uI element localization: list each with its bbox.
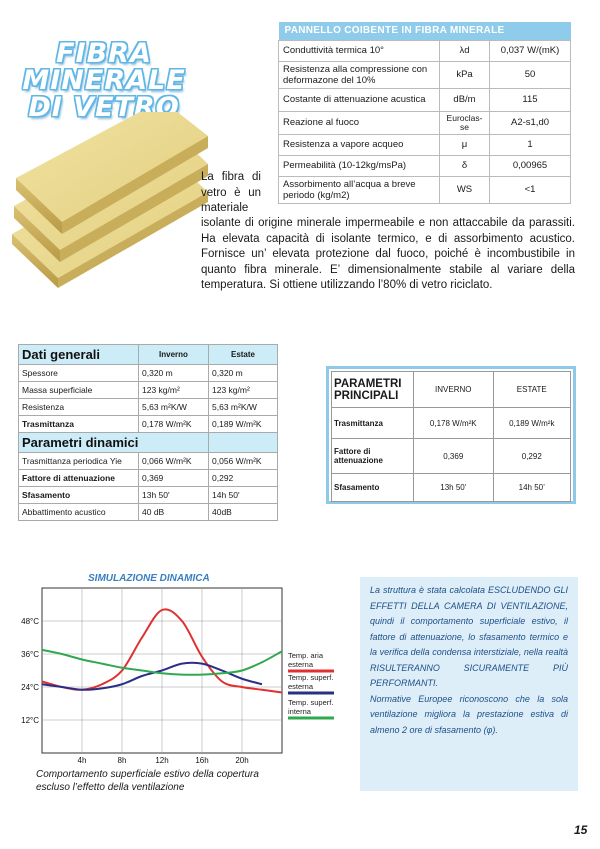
page-title xyxy=(14,40,194,121)
title-line-2: MINERALE xyxy=(22,65,186,96)
main-parameters-table: PARAMETRI PRINCIPALI INVERNO ESTATE Trasmittanza 0,178 W/m²K 0,189 W/m²k Fattore di attenuazione 0,369 0,292 Sfasamento 13h 50' 14h 50’ xyxy=(331,371,571,502)
y-tick-label: 48°C xyxy=(21,617,39,626)
table-row: Resistenza alla compressione con deformazone del 10% kPa 50 xyxy=(279,61,571,88)
table-row: Trasmittanza 0,178 W/m²K 0,189 W/m²k xyxy=(332,408,571,439)
table-row: Conduttività termica 10° λd 0,037 W/(mK) xyxy=(279,40,571,61)
table-row: Resistenza 5,63 m²K/W 5,63 m²K/W xyxy=(19,399,278,416)
table-row: Resistenza a vapore acqueo μ 1 xyxy=(279,134,571,155)
note-paragraph-1: La struttura è stata calcolata ESCLUDENDO GLI EFFETTI DELLA CAMERA DI VENTILAZIONE, quindi il comportamento superficiale estivo, il fattore di attenuazione, lo sfasamento termico e la verifica della condensa interstiziale, nella realtà RISULTERANNO SICURAMENTE PIÙ PERFORMANTI. xyxy=(370,585,568,688)
table-row: Sfasamento 13h 50' 14h 50’ xyxy=(332,474,571,502)
x-tick-label: 16h xyxy=(195,756,209,765)
table-row: Assorbimento all’acqua a breve periodo (kg/m2) WS <1 xyxy=(279,176,571,203)
intro-text-side: La fibra di vetro è un materiale xyxy=(201,171,261,214)
main-parameters-title: PARAMETRI PRINCIPALI xyxy=(332,372,414,408)
table-row: Reazione al fuoco Euroclas-se A2-s1,d0 xyxy=(279,111,571,134)
dynamic-params-title: Parametri dinamici xyxy=(19,433,209,453)
table-row: Spessore 0,320 m 0,320 m xyxy=(19,365,278,382)
legend-label: Temp. superf. interna xyxy=(288,698,334,716)
table-row: Trasmittanza periodica Yie 0,066 W/m²K 0,056 W/m²K xyxy=(19,453,278,470)
dynamic-simulation-chart xyxy=(10,583,355,768)
y-tick-label: 24°C xyxy=(21,683,39,692)
table-row: Permeabilità (10-12kg/msPa) δ 0,00965 xyxy=(279,155,571,176)
main-parameters-box xyxy=(326,366,576,504)
chart-caption: Comportamento superficiale estivo della copertura escluso l’effetto della ventilazione xyxy=(36,769,259,793)
general-data-table: Dati generali Inverno Estate Spessore 0,320 m 0,320 m Massa superficiale 123 kg/m² 123 kg/m² Resistenza 5,63 m²K/W 5,63 m²K/W Trasmittanza 0,178 W/m²K 0,189 W/m²K Parametri dinamici Trasmittanza periodica Yie 0,066 W/m²K 0,056 W/m²K Fattore di attenuazione 0,369 0,292 Sfasamento 13h 50' 14h 50' Abbattimento acustico 40 dB 40dB xyxy=(18,344,278,521)
x-tick-label: 4h xyxy=(77,756,87,765)
intro-text-main: isolante di origine minerale impermeabile e non attaccabile da parassiti. Ha elevata capacità di isolante termico, e di assorbimento acustico. Fornisce un’ elevata protezione dal fuoco, poiché è incombustibile in quanto fibra minerale. E’ dimensionalmente stabile al variare della temperatura. Si ottiene utilizzando l’80% di vetro riciclato. xyxy=(201,217,575,291)
legend-label: Temp. aria esterna xyxy=(288,651,324,669)
x-tick-label: 20h xyxy=(235,756,249,765)
properties-table-header: PANNELLO COIBENTE IN FIBRA MINERALE xyxy=(279,22,571,40)
table-row: Fattore di attenuazione 0,369 0,292 xyxy=(332,439,571,474)
general-data-title: Dati generali xyxy=(19,345,139,365)
page-number: 15 xyxy=(574,823,588,837)
title-line-3: DI VETRO xyxy=(28,92,180,123)
table-row: Costante di attenuazione acustica dB/m 115 xyxy=(279,88,571,111)
table-row: Abbattimento acustico 40 dB 40dB xyxy=(19,504,278,521)
table-row: Sfasamento 13h 50' 14h 50' xyxy=(19,487,278,504)
y-tick-label: 12°C xyxy=(21,716,39,725)
properties-table xyxy=(278,22,571,204)
fiberglass-panels-image xyxy=(12,112,208,288)
legend-label: Temp. superf. esterna xyxy=(288,673,334,691)
x-tick-label: 12h xyxy=(155,756,169,765)
table-row: Massa superficiale 123 kg/m² 123 kg/m² xyxy=(19,382,278,399)
table-row: Fattore di attenuazione 0,369 0,292 xyxy=(19,470,278,487)
x-tick-label: 8h xyxy=(117,756,127,765)
y-tick-label: 36°C xyxy=(21,650,39,659)
chart-title: SIMULAZIONE DINAMICA xyxy=(88,573,210,584)
table-row: Trasmittanza 0,178 W/m²K 0,189 W/m²K xyxy=(19,416,278,433)
title-line-1: FIBRA xyxy=(56,38,152,69)
note-paragraph-2: Normative Europee riconoscono che la sola ventilazione migliora la prestazione estiva di almeno 2 ore di sfasamento (φ). xyxy=(370,693,568,735)
ventilation-note xyxy=(360,577,578,791)
